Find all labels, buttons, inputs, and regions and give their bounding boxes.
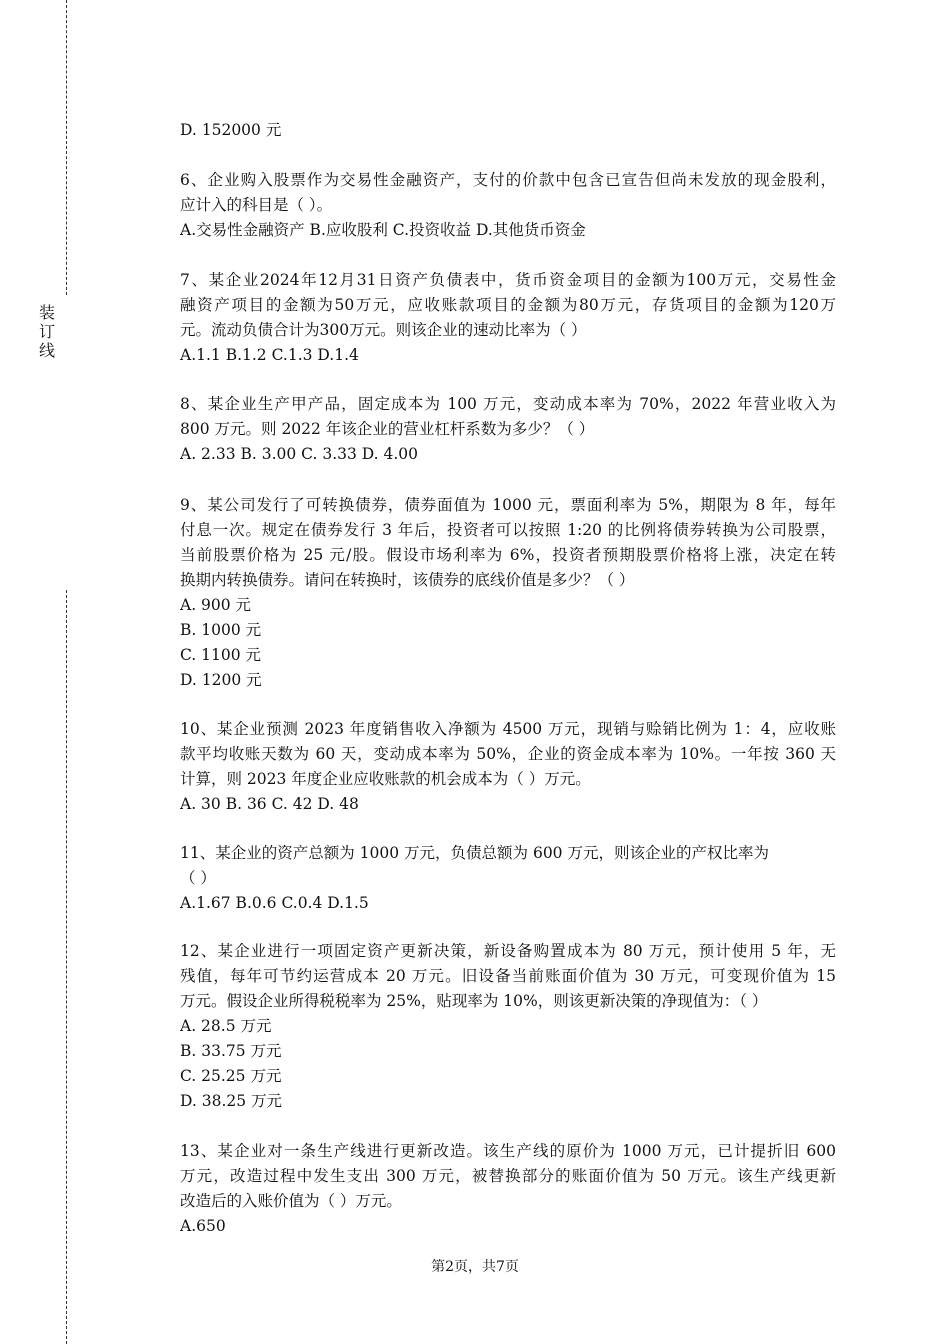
binding-margin-label: 装订线	[38, 303, 55, 360]
text-line: 万元，改造过程中发生支出 300 万元，被替换部分的账面价值为 50 万元。该生产线更新	[180, 1166, 836, 1185]
text-line: 7、某企业2024年12月31日资产负债表中，货币资金项目的金额为100万元，交易性金	[180, 270, 836, 289]
text-line: A.1.67 B.0.6 C.0.4 D.1.5	[180, 893, 369, 912]
text-line: D. 152000 元	[180, 120, 282, 139]
text-line: 计算，则 2023 年度企业应收账款的机会成本为（ ）万元。	[180, 769, 591, 788]
text-line: C. 25.25 万元	[180, 1066, 282, 1085]
text-line: 付息一次。规定在债券发行 3 年后，投资者可以按照 1:20 的比例将债券转换为公司股票，	[180, 520, 836, 539]
text-line: 元。流动负债合计为300万元。则该企业的速动比率为（ ）	[180, 320, 587, 339]
text-line: D. 38.25 万元	[180, 1091, 283, 1110]
text-line: 13、某企业对一条生产线进行更新改造。该生产线的原价为 1000 万元，已计提折旧 600	[180, 1141, 836, 1160]
text-line: A. 30 B. 36 C. 42 D. 48	[180, 794, 359, 813]
text-line: 当前股票价格为 25 元/股。假设市场利率为 6%，投资者预期股票价格将上涨，决定在转	[180, 545, 836, 564]
text-line: 应计入的科目是（ ）。	[180, 195, 333, 214]
text-line: 款平均收账天数为 60 天，变动成本率为 50%，企业的资金成本率为 10%。一年按 360 天	[180, 744, 836, 763]
text-line: A.1.1 B.1.2 C.1.3 D.1.4	[180, 345, 359, 364]
text-line: 万元。假设企业所得税税率为 25%，贴现率为 10%，则该更新决策的净现值为：（ ）	[180, 991, 768, 1010]
text-line: A. 2.33 B. 3.00 C. 3.33 D. 4.00	[180, 444, 419, 463]
text-line: 800 万元。则 2022 年该企业的营业杠杆系数为多少？（ ）	[180, 419, 595, 438]
text-line: C. 1100 元	[180, 645, 262, 664]
text-line: 8、某企业生产甲产品，固定成本为 100 万元，变动成本率为 70%，2022 年营业收入为	[180, 394, 836, 413]
binding-line-bottom	[66, 590, 67, 1344]
text-line: 换期内转换债券。请问在转换时，该债券的底线价值是多少？（ ）	[180, 570, 635, 589]
text-line: 12、某企业进行一项固定资产更新决策，新设备购置成本为 80 万元，预计使用 5 年，无	[180, 941, 836, 960]
text-line: 融资产项目的金额为50万元，应收账款项目的金额为80万元，存货项目的金额为120万	[180, 295, 836, 314]
text-line: 6、企业购入股票作为交易性金融资产，支付的价款中包含已宣告但尚未发放的现金股利，	[180, 170, 836, 189]
text-line: 11、某企业的资产总额为 1000 万元，负债总额为 600 万元，则该企业的产权比率为	[180, 843, 769, 862]
page-footer: 第2页，共7页	[431, 1259, 519, 1275]
binding-line-top	[66, 0, 67, 295]
text-line: A. 900 元	[180, 595, 252, 614]
text-line: （ ）	[180, 868, 216, 887]
text-line: 残值，每年可节约运营成本 20 万元。旧设备当前账面价值为 30 万元，可变现价值为 15	[180, 966, 836, 985]
text-line: 9、某公司发行了可转换债券，债券面值为 1000 元，票面利率为 5%，期限为 8 年，每年	[180, 495, 836, 514]
text-line: D. 1200 元	[180, 670, 262, 689]
text-line: B. 1000 元	[180, 620, 262, 639]
text-line: 10、某企业预测 2023 年度销售收入净额为 4500 万元，现销与赊销比例为 1：4，应收账	[180, 719, 836, 738]
text-line: A. 28.5 万元	[180, 1016, 272, 1035]
text-line: B. 33.75 万元	[180, 1041, 282, 1060]
text-line: 改造后的入账价值为（ ）万元。	[180, 1191, 402, 1210]
text-line: A.交易性金融资产 B.应收股利 C.投资收益 D.其他货币资金	[180, 220, 586, 239]
text-line: A.650	[180, 1216, 226, 1235]
